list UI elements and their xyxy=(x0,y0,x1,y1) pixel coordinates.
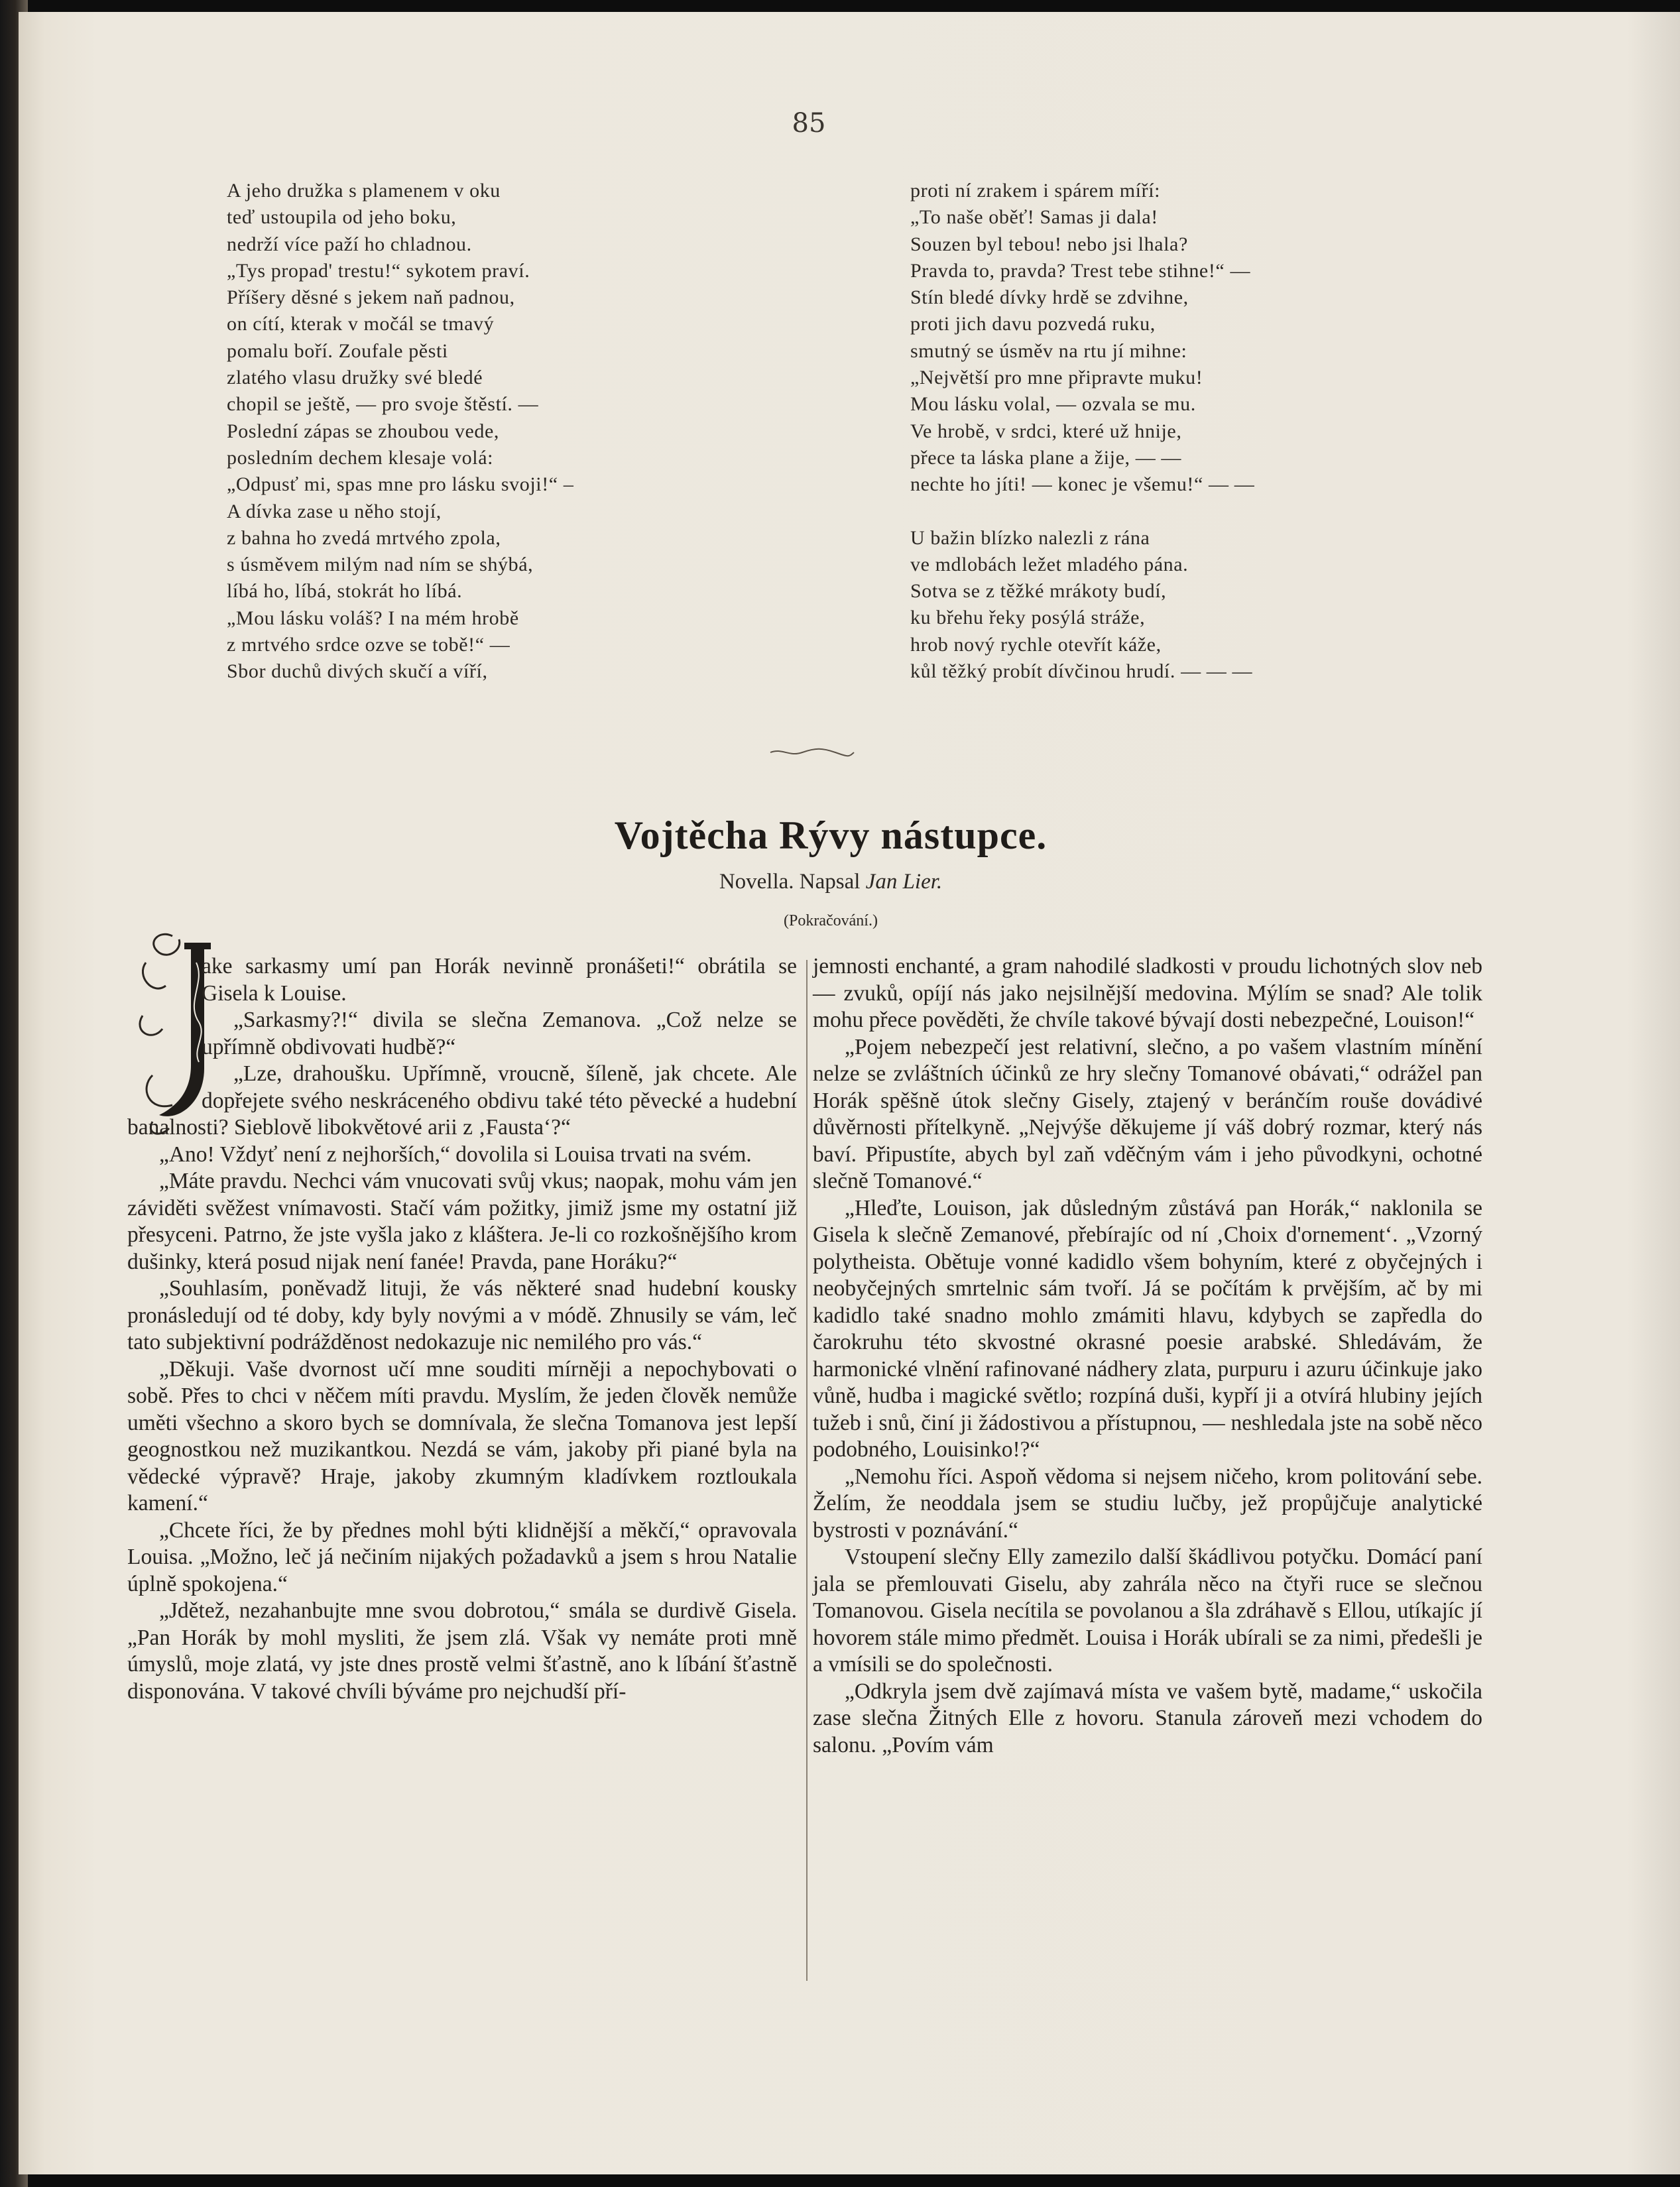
drop-cap-space xyxy=(127,953,202,1102)
poem-line: pomalu boří. Zoufale pěsti xyxy=(227,339,448,362)
poem-line: ve mdlobách ležet mladého pána. xyxy=(910,553,1189,575)
poem-line: Stín bledé dívky hrdě se zdvihne, xyxy=(910,286,1189,309)
story-title: Vojtěcha Rývy nástupce. xyxy=(614,813,1048,857)
poem-line: Pravda to, pravda? Trest tebe stihne!“ — xyxy=(910,259,1251,282)
continued-note: (Pokračování.) xyxy=(784,912,878,929)
author-name: Jan Lier. xyxy=(865,870,943,894)
article-column-left xyxy=(127,953,797,1705)
story-subtitle xyxy=(0,870,1661,894)
divider-ornament xyxy=(769,746,855,758)
stanza-gap xyxy=(910,499,1254,525)
column-divider xyxy=(806,960,808,1981)
paragraph: „Pojem nebezpečí jest relativní, slečno, a po vašem vlastním mínění nelze se zvláštních účinků ze hry slečny Tomanové obávati,“ odrážel pan Horák spěšně útok slečny Gisely, ztajený v beránčím rouše dovádivé důvěrnosti přítelkyně. „Nejvýše děkujeme jí váš dobrý rozmar, který nás baví. Připustíte, abych byl zaň vděčným vám i jeho původkyni, ochotné slečně Tomanové.“ xyxy=(813,1034,1482,1193)
poem-line: s úsměvem milým nad ním se shýbá, xyxy=(227,554,534,576)
page-edge-shadow xyxy=(1627,12,1680,2174)
poem-line: on cítí, kterak v močál se tmavý xyxy=(227,313,495,335)
paragraph: „Souhlasím, poněvadž lituji, že vás některé snad hudební kousky pronásledují od té doby, kdy byly novými a v módě. Zhnusily se vám, leč tato subjektivní podrážděnost nedokazuje nic nemilého pro vás.“ xyxy=(127,1276,797,1354)
poem-line: zlatého vlasu družky své bledé xyxy=(227,367,483,389)
paragraph: „Jdětež, nezahanbujte mne svou dobrotou,“ smála se durdivě Gisela. „Pan Horák by mohl mysliti, že jsem zlá. Však vy nemáte proti mně úmyslů, moje zlatá, vy jste dnes prostě velmi šťastně, ano k líbání šťastně disponována. V takové chvíli býváme pro nejchudší pří- xyxy=(127,1598,797,1704)
poem-line: Ve hrobě, v srdci, které už hnije, xyxy=(910,420,1182,442)
poem-line: chopil se ještě, — pro svoje štěstí. — xyxy=(227,393,539,416)
poem-line: proti jich davu pozvedá ruku, xyxy=(910,313,1156,335)
poem-line: teď ustoupila od jeho boku, xyxy=(227,206,457,229)
paragraph: „Máte pravdu. Nechci vám vnucovati svůj vkus; naopak, mohu vám jen záviděti svěžest vnímavosti. Stačí vám požitky, jimiž jsme my ostatní již přesyceni. Patrno, že jste vyšla jako z kláštera. Je-li co rozkošnějšího krom dušinky, která posud nijak není fanée! Pravda, pane Horáku?“ xyxy=(127,1169,797,1274)
paragraph: „Sarkasmy?!“ divila se slečna Zemanova. „Což nelze se upřímně obdivovati hudbě?“ xyxy=(202,1008,797,1059)
poem-line: posledním dechem klesaje volá: xyxy=(227,446,494,469)
poem-line: „Mou lásku voláš? I na mém hrobě xyxy=(227,607,519,629)
article-column-right xyxy=(813,953,1482,1759)
poem-line: Souzen byl tebou! nebo jsi lhala? xyxy=(910,233,1188,255)
paragraph: „Děkuji. Vaše dvornost učí mne souditi mírněji a nepochybovati o sobě. Přes to chci v něčem míti pravdu. Myslím, že jeden člověk nemůže uměti všechno a skoro bych se domnívala, že slečna Tomanova jest lepší geognostkou než muzikantkou. Nezdá se vám, jakoby při piané byla na vědecké výpravě? Hraje, jakoby zkumným kladívkem roztloukala kamení.“ xyxy=(127,1356,797,1515)
poem-stanza-b xyxy=(910,525,1254,685)
page-number: 85 xyxy=(792,108,826,139)
poem-line: U bažin blízko nalezli z rána xyxy=(910,526,1150,549)
paragraph: „Nemohu říci. Aspoň vědoma si nejsem ničeho, krom politování sebe. Želím, že neoddala jsem se studiu lučby, jež propůjčuje analytické bystrosti v poznávání.“ xyxy=(813,1464,1482,1543)
paragraph: „Lze, drahoušku. Upřímně, vroucně, šíleně, jak chcete. Ale dopřejete svého neskráceného obdivu také této pěvecké a hudební banalnosti? Sieblově libokvětové arii z ‚Fausta‘?“ xyxy=(127,1061,797,1140)
paragraph: Vstoupení slečny Elly zamezilo další škádlivou potyčku. Domácí paní jala se přemlouvati Giselu, aby zahrála něco na čtyři ruce se slečnou Tomanovou. Gisela necítila se povolanou a šla zdráhavě s Ellou, utíkajíc jí hovorem stále mimo předmět. Louisa i Horák ubírali se za nimi, předešli je a vmísili se do společnosti. xyxy=(813,1545,1482,1677)
paragraph: ake sarkasmy umí pan Horák nevinně pronášeti!“ obrátila se Gisela k Louise. xyxy=(127,953,797,1007)
poem-line: „Odpusť mi, spas mne pro lásku svoji!“ – xyxy=(227,473,574,496)
poem-line: Příšery děsné s jekem naň padnou, xyxy=(227,286,515,309)
poem-line: A dívka zase u něho stojí, xyxy=(227,500,442,522)
poem-line: Mou lásku volal, — ozvala se mu. xyxy=(910,393,1196,416)
poem-line: „Největší pro mne připravte muku! xyxy=(910,367,1203,389)
subtitle-prefix: Novella. Napsal xyxy=(719,870,861,894)
paragraph: „Chcete říci, že by přednes mohl býti klidnější a měkčí,“ opravovala Louisa. „Možno, leč já nečiním nijakých požadavků a jsem s hrou Natalie úplně spokojena.“ xyxy=(127,1517,797,1596)
poem-line: kůl těžký probít dívčinou hrudí. — — — xyxy=(910,660,1253,683)
poem-line: nechte ho jíti! — konec je všemu!“ — — xyxy=(910,473,1255,496)
poem-line: líbá ho, líbá, stokrát ho líbá. xyxy=(227,580,463,603)
poem-line: proti ní zrakem i spárem míří: xyxy=(910,180,1161,202)
poem-line: nedrží více paží ho chladnou. xyxy=(227,233,472,255)
poem-line: hrob nový rychle otevřít káže, xyxy=(910,633,1162,656)
poem-line: „Tys propad' trestu!“ sykotem praví. xyxy=(227,259,530,282)
poem-line: smutný se úsměv na rtu jí mihne: xyxy=(910,339,1187,362)
poem-line: z bahna ho zvedá mrtvého zpola, xyxy=(227,526,501,549)
paragraph: „Hleďte, Louison, jak důsledným zůstává pan Horák,“ naklonila se Gisela k slečně Zemanové, přebírajíc od ní ‚Choix d'ornement‘. „Vzorný polytheista. Obětuje vonné kadidlo všem bohyním, které z obyčejných i neobyčejných smrtelnic sám tvoří. Já se počítám k prvějším, ač by mi kadidlo také snadno mohlo zmámiti hlavu, kdybych se zapředla do čarokruhu této skvostné okrasné poesie arabské. Shledávám, že harmonické vlnění rafinované nádhery zlata, purpuru i azuru účinkuje jako vůně, hudba i magické světlo; rozpíná duši, kypří ji a otvírá hlubiny jejích tužeb i snů, činí ji žádostivou a přístupnou, — neshledala jste na sobě něco podobného, Louisinko!?“ xyxy=(813,1195,1482,1462)
paragraph: jemnosti enchanté, a gram nahodilé sladkosti v proudu lichotných slov neb — zvuků, opíjí nás jako nejsilnější medovina. Mýlím se snad? Ale tolik mohu přece pověděti, že chvíle takové bývají dosti nebezpečné, Louison!“ xyxy=(813,954,1482,1032)
poem-line: ku břehu řeky posýlá stráže, xyxy=(910,607,1146,629)
poem-line: „To naše oběť! Samas ji dala! xyxy=(910,206,1158,229)
poem-line: Sbor duchů divých skučí a víří, xyxy=(227,660,488,683)
poem-stanza-a xyxy=(910,178,1254,499)
poem-line: Sotva se z těžké mrákoty budí, xyxy=(910,580,1167,603)
paragraph: „Odkryla jsem dvě zajímavá místa ve vašem bytě, madame,“ uskočila zase slečna Žitných Elle z hovoru. Stanula zároveň mezi vchodem do salonu. „Povím vám xyxy=(813,1679,1482,1757)
poem-line: z mrtvého srdce ozve se tobě!“ — xyxy=(227,634,510,656)
poem-line: A jeho družka s plamenem v oku xyxy=(227,180,501,202)
poem-column-left xyxy=(227,178,573,685)
poem-line: přece ta láska plane a žije, — — xyxy=(910,446,1182,469)
paragraph: „Ano! Vždyť není z nejhorších,“ dovolila si Louisa trvati na svém. xyxy=(159,1142,752,1167)
poem-line: Poslední zápas se zhoubou vede, xyxy=(227,420,500,442)
poem-column-right xyxy=(910,178,1254,685)
